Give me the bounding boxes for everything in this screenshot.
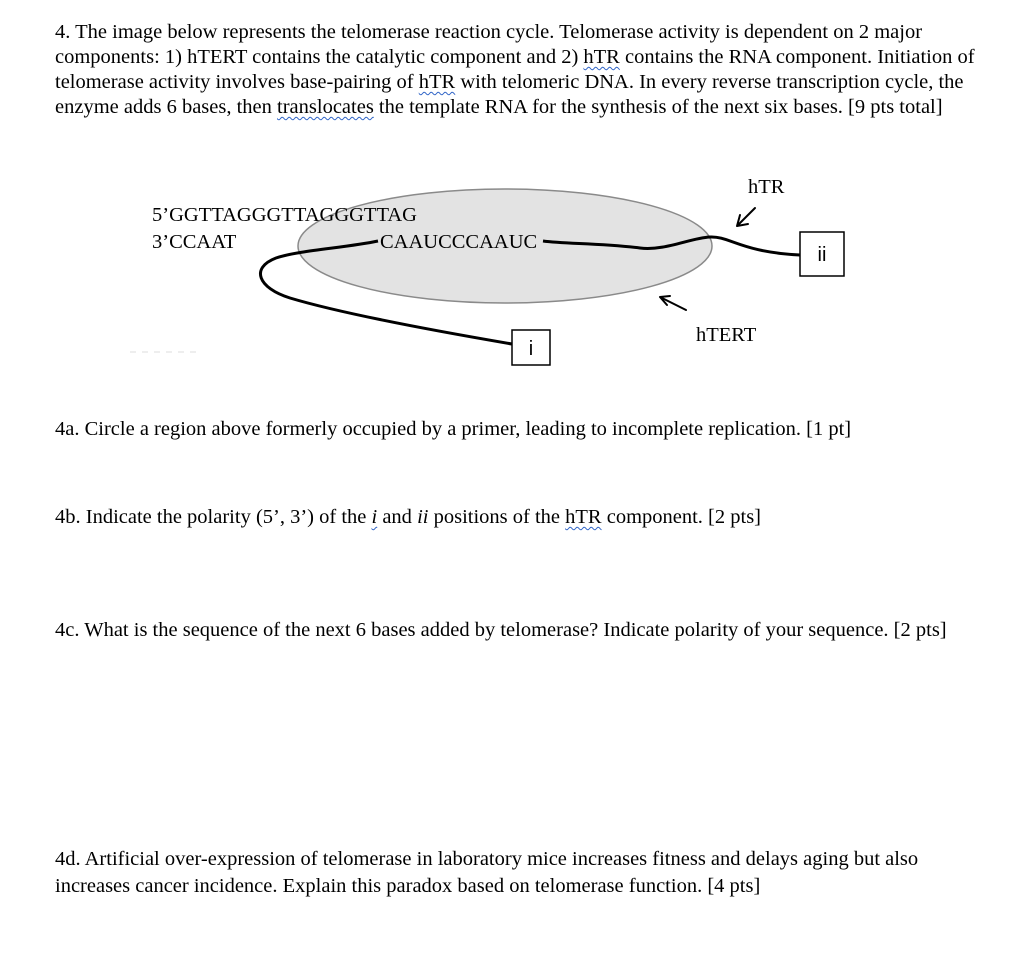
- q4b-text-4: component. [2 pts]: [601, 506, 762, 528]
- htr-arrow: [737, 208, 755, 226]
- intro-text-4: the template RNA for the synthesis of the next six bases. [9 pts total]: [373, 96, 943, 118]
- htert-label: hTERT: [696, 324, 757, 346]
- q4b-text-3: positions of the: [428, 506, 566, 528]
- telomerase-diagram: [0, 160, 1024, 380]
- box-i-label: i: [528, 338, 534, 360]
- question-4b: [55, 504, 985, 531]
- intro-term-translocates: translocates: [277, 96, 374, 118]
- question-4a: 4a. Circle a region above formerly occupied by a primer, leading to incomplete replication. [1 pt]: [55, 418, 852, 440]
- q4b-text-2: and: [377, 506, 418, 528]
- question-4-intro: [55, 20, 985, 120]
- rna-template-sequence: CAAUCCCAAUC: [380, 231, 538, 253]
- intro-term-htr-1: hTR: [583, 46, 620, 68]
- q4b-term-htr: hTR: [565, 506, 602, 528]
- q4b-term-i: i: [371, 506, 378, 528]
- box-ii-label: ii: [817, 244, 827, 266]
- dna-top-strand: 5’GGTTAGGGTTAGGGTTAG: [152, 204, 417, 226]
- intro-text-3: with telomeric DNA. In every reverse transcription cycle, the enzyme adds 6 bases, then: [55, 71, 964, 118]
- intro-text-2: contains the RNA component. Initiation of telomerase activity involves base-pairing of: [55, 46, 975, 93]
- q4b-text-1: 4b. Indicate the polarity (5’, 3’) of the: [55, 506, 372, 528]
- q4b-term-ii: ii: [417, 506, 429, 528]
- dna-bottom-strand: 3’CCAAT: [152, 231, 237, 253]
- question-4d: 4d. Artificial over-expression of telomerase in laboratory mice increases fitness and delays aging but also increases cancer incidence. Explain this paradox based on telomerase function. [4 pts]: [55, 848, 919, 897]
- intro-text-1: 4. The image below represents the telomerase reaction cycle. Telomerase activity is dependent on 2 major components: 1) hTERT contains the catalytic component and 2): [55, 21, 923, 68]
- question-4c: 4c. What is the sequence of the next 6 bases added by telomerase? Indicate polarity of your sequence. [2 pts]: [55, 619, 947, 641]
- intro-term-htr-2: hTR: [418, 71, 456, 93]
- htert-arrow: [660, 296, 686, 310]
- htr-label: hTR: [748, 176, 785, 198]
